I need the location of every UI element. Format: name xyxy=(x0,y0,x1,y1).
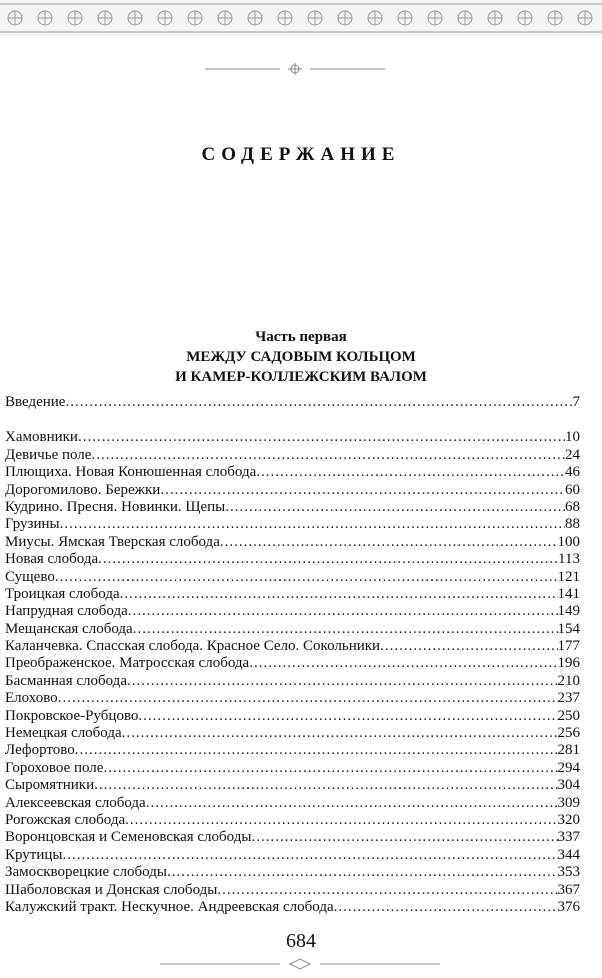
toc-entry-title: Рогожская слобода xyxy=(5,811,126,828)
toc-entry-title: Алексеевская слобода xyxy=(5,794,146,811)
toc-leader-dots xyxy=(98,551,558,568)
toc-entry-page: 196 xyxy=(557,655,580,672)
toc-entry-title: Воронцовская и Семеновская слободы xyxy=(5,829,252,846)
toc-leader-dots xyxy=(225,499,565,516)
toc-leader-dots xyxy=(65,394,572,411)
toc-leader-dots xyxy=(217,882,557,899)
toc-entry-page: 100 xyxy=(557,533,580,550)
toc-entry xyxy=(5,864,580,881)
toc-entry xyxy=(5,516,580,533)
toc-entry-title: Новая слобода xyxy=(5,551,99,568)
toc-entry-title: Немецкая слобода xyxy=(5,725,122,742)
part-title-line-1: МЕЖДУ САДОВЫМ КОЛЬЦОМ xyxy=(186,349,416,365)
divider-ornament xyxy=(200,62,390,76)
toc-leader-dots xyxy=(125,812,557,829)
toc-leader-dots xyxy=(103,760,557,777)
toc-entry-title: Напрудная слобода xyxy=(5,603,128,620)
toc-entry-page: 294 xyxy=(557,759,580,776)
toc-entry xyxy=(5,569,580,586)
toc-entry xyxy=(5,899,580,916)
toc-entry-title: Калужский тракт. Нескучное. Андреевская слобода xyxy=(5,898,334,915)
toc-entry xyxy=(5,777,580,794)
toc-entry-title: Замоскворецкие слободы xyxy=(5,864,167,881)
toc-entry xyxy=(5,586,580,603)
toc-leader-dots xyxy=(63,847,558,864)
toc-entry-page: 250 xyxy=(557,707,580,724)
toc-entry-title: Покровское-Рубцово xyxy=(5,707,139,724)
toc-entry-title: Елохово xyxy=(5,690,58,707)
toc-entry xyxy=(5,464,580,481)
toc-entry-page: 237 xyxy=(557,690,580,707)
toc-entry-page: 281 xyxy=(557,742,580,759)
toc-leader-dots xyxy=(249,655,557,672)
toc-entry-title: Дорогомилово. Бережки xyxy=(5,481,161,498)
toc-entry-title: Шаболовская и Донская слободы xyxy=(5,881,218,898)
toc-entry-page: 256 xyxy=(557,725,580,742)
toc-entry xyxy=(5,429,580,446)
toc-entry xyxy=(5,690,580,707)
toc-entry-title: Сыромятники xyxy=(5,777,95,794)
toc-entry xyxy=(5,603,580,620)
toc-entry xyxy=(5,812,580,829)
toc-entry-title: Плющиха. Новая Конюшенная слобода xyxy=(5,464,257,481)
toc-leader-dots xyxy=(60,516,565,533)
toc-leader-dots xyxy=(91,447,565,464)
toc-leader-dots xyxy=(334,899,558,916)
toc-leader-dots xyxy=(120,586,558,603)
toc-entry-page: 154 xyxy=(557,620,580,637)
page-heading: СОДЕРЖАНИЕ xyxy=(201,144,401,165)
toc-leader-dots xyxy=(94,777,557,794)
toc-entry-page: 309 xyxy=(557,794,580,811)
toc-entry xyxy=(5,621,580,638)
toc-entry xyxy=(5,795,580,812)
toc-entry xyxy=(5,638,580,655)
toc-leader-dots xyxy=(78,429,565,446)
toc-leader-dots xyxy=(380,638,557,655)
toc-entry xyxy=(5,655,580,672)
table-of-contents xyxy=(5,394,580,916)
toc-entry-page: 320 xyxy=(557,811,580,828)
toc-entry-title: Крутицы xyxy=(5,846,63,863)
part-label: Часть первая xyxy=(255,329,347,345)
toc-entry-page: 177 xyxy=(557,638,580,655)
toc-entry-page: 353 xyxy=(557,864,580,881)
toc-leader-dots xyxy=(167,864,558,881)
toc-entry xyxy=(5,673,580,690)
toc-entry-page: 337 xyxy=(557,829,580,846)
toc-leader-dots xyxy=(220,534,558,551)
toc-entry xyxy=(5,534,580,551)
toc-leader-dots xyxy=(75,742,558,759)
toc-entry xyxy=(5,725,580,742)
top-ornament xyxy=(0,0,602,36)
toc-leader-dots xyxy=(256,464,565,481)
toc-entry-page: 10 xyxy=(565,429,580,446)
toc-leader-dots xyxy=(138,708,557,725)
toc-entry xyxy=(5,882,580,899)
toc-entry xyxy=(5,394,580,411)
toc-entry-page: 376 xyxy=(557,898,580,915)
toc-entry xyxy=(5,829,580,846)
toc-entry xyxy=(5,742,580,759)
toc-leader-dots xyxy=(160,482,565,499)
toc-entry-title: Грузины xyxy=(5,516,60,533)
toc-leader-dots xyxy=(251,829,557,846)
toc-leader-dots xyxy=(146,795,558,812)
toc-entry-page: 60 xyxy=(565,481,580,498)
toc-entry-page: 304 xyxy=(557,777,580,794)
toc-entry-title: Басманная слобода xyxy=(5,672,127,689)
toc-entry-title: Хамовники xyxy=(5,429,78,446)
toc-entry-title: Введение xyxy=(5,394,66,410)
toc-leader-dots xyxy=(55,569,558,586)
toc-entry-page: 88 xyxy=(565,516,580,533)
toc-leader-dots xyxy=(133,621,558,638)
toc-entry xyxy=(5,551,580,568)
toc-entry xyxy=(5,847,580,864)
toc-entry-page: 367 xyxy=(557,881,580,898)
toc-leader-dots xyxy=(58,690,558,707)
page-number: 684 xyxy=(286,930,316,952)
toc-entry xyxy=(5,708,580,725)
toc-entry-page: 121 xyxy=(557,568,580,585)
toc-entry-title: Каланчевка. Спасская слобода. Красное Село. Сокольники xyxy=(5,638,381,655)
toc-entry-title: Троицкая слобода xyxy=(5,585,120,602)
toc-entry-page: 24 xyxy=(565,446,580,463)
toc-entry-page: 7 xyxy=(572,394,580,410)
toc-leader-dots xyxy=(128,603,558,620)
toc-entry-title: Лефортово xyxy=(5,742,75,759)
toc-entry-page: 141 xyxy=(557,585,580,602)
toc-entry-page: 210 xyxy=(557,672,580,689)
toc-entry-page: 68 xyxy=(565,498,580,515)
toc-entry xyxy=(5,760,580,777)
toc-entry-title: Гороховое поле xyxy=(5,759,104,776)
toc-entry-page: 113 xyxy=(558,551,580,568)
toc-entry xyxy=(5,499,580,516)
toc-entry-page: 149 xyxy=(557,603,580,620)
part-header xyxy=(0,327,602,387)
toc-entry-title: Сущево xyxy=(5,568,55,585)
toc-entry xyxy=(5,447,580,464)
toc-entry-title: Миусы. Ямская Тверская слобода xyxy=(5,533,220,550)
toc-entry-title: Мещанская слобода xyxy=(5,620,133,637)
bottom-ornament xyxy=(150,958,450,970)
toc-leader-dots xyxy=(122,725,558,742)
toc-entry-title: Девичье поле xyxy=(5,446,92,463)
toc-entry-title: Кудрино. Пресня. Новинки. Щепы xyxy=(5,498,226,515)
toc-entry-page: 344 xyxy=(557,846,580,863)
toc-entry-title: Преображенское. Матросская слобода xyxy=(5,655,250,672)
toc-entry-page: 46 xyxy=(565,464,580,481)
toc-leader-dots xyxy=(127,673,558,690)
part-title-line-2: И КАМЕР-КОЛЛЕЖСКИМ ВАЛОМ xyxy=(175,369,427,385)
toc-entry xyxy=(5,482,580,499)
